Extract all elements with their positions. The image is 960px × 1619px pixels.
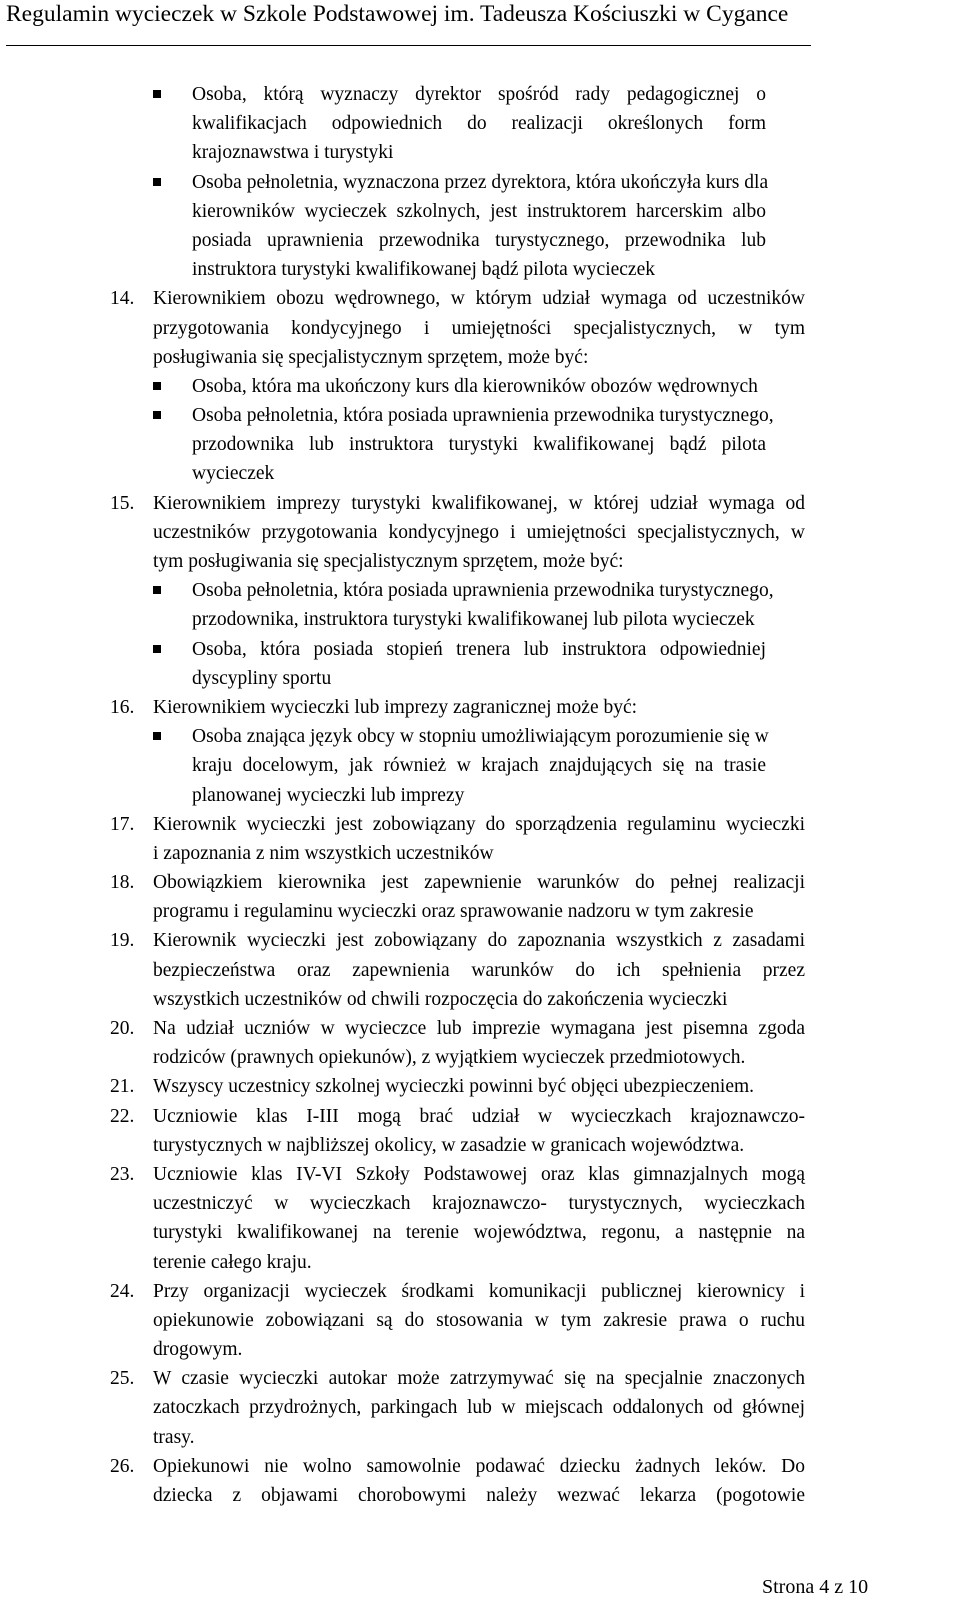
line-text: Przy organizacji wycieczek środkami komunikacji publicznej kierownicy i [153,1280,805,1302]
line-text: Kierownikiem obozu wędrownego, w którym udział wymaga od uczestników [153,288,805,310]
bullet-line [0,576,774,605]
numbered-line [0,547,805,576]
numbered-line [0,897,805,926]
line-text: Osoba pełnoletnia, wyznaczona przez dyrektora, która ukończyła kurs dla [192,171,769,193]
line-text: rodziców (prawnych opiekunów), z wyjątkiem wycieczek przedmiotowych. [153,1047,746,1069]
line-text: kwalifikacjach odpowiednich do realizacji określonych form [192,113,766,135]
bullet-line [0,430,766,459]
bullet-line [0,226,766,255]
item-number: 26. [110,1455,135,1477]
bullet-line [0,372,766,401]
item-number: 19. [110,930,135,952]
square-bullet-icon [153,732,161,740]
bullet-line [0,80,766,109]
item-number: 14. [110,288,135,310]
numbered-line [0,868,805,897]
line-text: Obowiązkiem kierownika jest zapewnienie warunków do pełnej realizacji [153,872,805,894]
bullet-line [0,781,766,810]
square-bullet-icon [153,645,161,653]
bullet-line [0,751,766,780]
item-number: 24. [110,1280,135,1302]
numbered-line [0,314,805,343]
numbered-line [0,1160,805,1189]
line-text: turystyki kwalifikowanej na terenie województwa, regonu, a następnie na [153,1222,805,1244]
line-text: Uczniowie klas IV-VI Szkoły Podstawowej oraz klas gimnazjalnych mogą [153,1163,805,1185]
numbered-line [0,1102,805,1131]
bullet-line [0,168,769,197]
numbered-line [0,1189,805,1218]
item-number: 22. [110,1105,135,1127]
document-body [0,80,960,1510]
numbered-line [0,1131,805,1160]
line-text: Kierownik wycieczki jest zobowiązany do zapoznania wszystkich z zasadami [153,930,805,952]
numbered-line [0,1072,805,1101]
line-text: Osoba pełnoletnia, która posiada uprawnienia przewodnika turystycznego, [192,580,774,602]
numbered-line [0,839,805,868]
numbered-line [0,1218,805,1247]
bullet-line [0,109,766,138]
line-text: kierowników wycieczek szkolnych, jest instruktorem harcerskim albo [192,200,766,222]
line-text: terenie całego kraju. [153,1251,312,1273]
line-text: uczestniczyć w wycieczkach krajoznawczo- turystycznych, wycieczkach [153,1193,805,1215]
square-bullet-icon [153,382,161,390]
numbered-line [0,810,805,839]
square-bullet-icon [153,178,161,186]
line-text: i zapoznania z nim wszystkich uczestników [153,842,494,864]
line-text: przodownika, instruktora turystyki kwalifikowanej lub pilota wycieczek [192,609,755,631]
numbered-line [0,343,805,372]
numbered-line [0,1335,805,1364]
line-text: dziecka z objawami chorobowymi należy wezwać lekarza (pogotowie [153,1485,805,1506]
item-number: 20. [110,1018,135,1039]
bullet-line [0,197,766,226]
line-text: planowanej wycieczki lub imprezy [192,784,465,806]
numbered-line [0,1423,805,1452]
line-text: Osoba znająca język obcy w stopniu umożliwiającym porozumienie się w [192,726,769,748]
item-number: 23. [110,1163,135,1185]
line-text: Opiekunowi nie wolno samowolnie podawać dziecku żadnych leków. Do [153,1455,805,1477]
numbered-line [0,284,805,313]
numbered-line [0,1306,805,1335]
line-text: przygotowania kondycyjnego i umiejętności specjalistycznych, w tym [153,317,805,339]
item-number: 17. [110,813,135,835]
line-text: opiekunowie zobowiązani są do stosowania w tym zakresie prawa o ruchu [153,1309,805,1331]
numbered-line [0,1277,805,1306]
line-text: tym posługiwania się specjalistycznym sprzętem, może być: [153,551,624,572]
item-number: 16. [110,696,135,718]
bullet-line [0,138,766,167]
line-text: posługiwania się specjalistycznym sprzętem, może być: [153,346,589,368]
line-text: drogowym. [153,1339,243,1361]
numbered-line [0,518,805,547]
numbered-line [0,1481,805,1510]
line-text: Kierownikiem imprezy turystyki kwalifikowanej, w której udział wymaga od [153,492,805,514]
numbered-line [0,1452,805,1481]
line-text: dyscypliny sportu [192,667,332,689]
numbered-line [0,1393,805,1422]
line-text: W czasie wycieczki autokar może zatrzymywać się na specjalnie znaczonych [153,1368,805,1390]
square-bullet-icon [153,586,161,594]
line-text: Na udział uczniów w wycieczce lub imprezie wymagana jest pisemna zgoda [153,1018,805,1039]
line-text: kraju docelowym, jak również w krajach znajdujących się na trasie [192,755,766,777]
bullet-line [0,255,766,284]
square-bullet-icon [153,411,161,419]
item-number: 25. [110,1368,135,1390]
line-text: krajoznawstwa i turystyki [192,142,394,164]
numbered-line [0,1043,805,1072]
numbered-line [0,693,805,722]
line-text: uczestników przygotowania kondycyjnego i umiejętności specjalistycznych, w [153,521,805,543]
numbered-line [0,956,805,985]
line-text: turystycznych w najbliższej okolicy, w zasadzie w granicach województwa. [153,1134,745,1156]
line-text: Wszyscy uczestnicy szkolnej wycieczki powinni być objęci ubezpieczeniem. [153,1076,755,1098]
header-rule [6,45,811,46]
square-bullet-icon [153,90,161,98]
line-text: wszystkich uczestników od chwili rozpoczęcia do zakończenia wycieczki [153,988,728,1010]
line-text: programu i regulaminu wycieczki oraz sprawowanie nadzoru w tym zakresie [153,901,754,923]
line-text: Osoba pełnoletnia, która posiada uprawnienia przewodnika turystycznego, [192,405,774,427]
bullet-line [0,664,766,693]
numbered-line [0,1248,805,1277]
line-text: wycieczek [192,463,275,485]
bullet-line [0,722,769,751]
page-header-title: Regulamin wycieczek w Szkole Podstawowej im. Tadeusza Kościuszki w Cygance [6,1,789,27]
line-text: Uczniowie klas I-III mogą brać udział w wycieczkach krajoznawczo- [153,1105,805,1127]
line-text: przodownika lub instruktora turystyki kwalifikowanej bądź pilota [192,434,766,456]
line-text: Osoba, którą wyznaczy dyrektor spośród rady pedagogicznej o [192,84,766,105]
numbered-line [0,985,805,1014]
bullet-line [0,605,766,634]
item-number: 21. [110,1076,135,1098]
line-text: instruktora turystyki kwalifikowanej bądź pilota wycieczek [192,259,655,281]
item-number: 18. [110,872,135,894]
line-text: zatoczkach przydrożnych, parkingach lub w miejscach oddalonych od głównej [153,1397,805,1419]
line-text: posiada uprawnienia przewodnika turystycznego, przewodnika lub [192,229,766,251]
numbered-line [0,489,805,518]
bullet-line [0,635,766,664]
numbered-line [0,1014,805,1043]
page-number: Strona 4 z 10 [762,1576,869,1598]
bullet-line [0,401,774,430]
bullet-line [0,459,766,488]
line-text: Osoba, która ma ukończony kurs dla kierowników obozów wędrownych [192,375,758,397]
line-text: Osoba, która posiada stopień trenera lub instruktora odpowiedniej [192,638,766,660]
line-text: trasy. [153,1426,195,1448]
line-text: Kierownikiem wycieczki lub imprezy zagranicznej może być: [153,696,638,718]
numbered-line [0,926,805,955]
item-number: 15. [110,492,135,514]
numbered-line [0,1364,805,1393]
line-text: Kierownik wycieczki jest zobowiązany do sporządzenia regulaminu wycieczki [153,813,805,835]
line-text: bezpieczeństwa oraz zapewnienia warunków do ich spełnienia przez [153,959,805,981]
